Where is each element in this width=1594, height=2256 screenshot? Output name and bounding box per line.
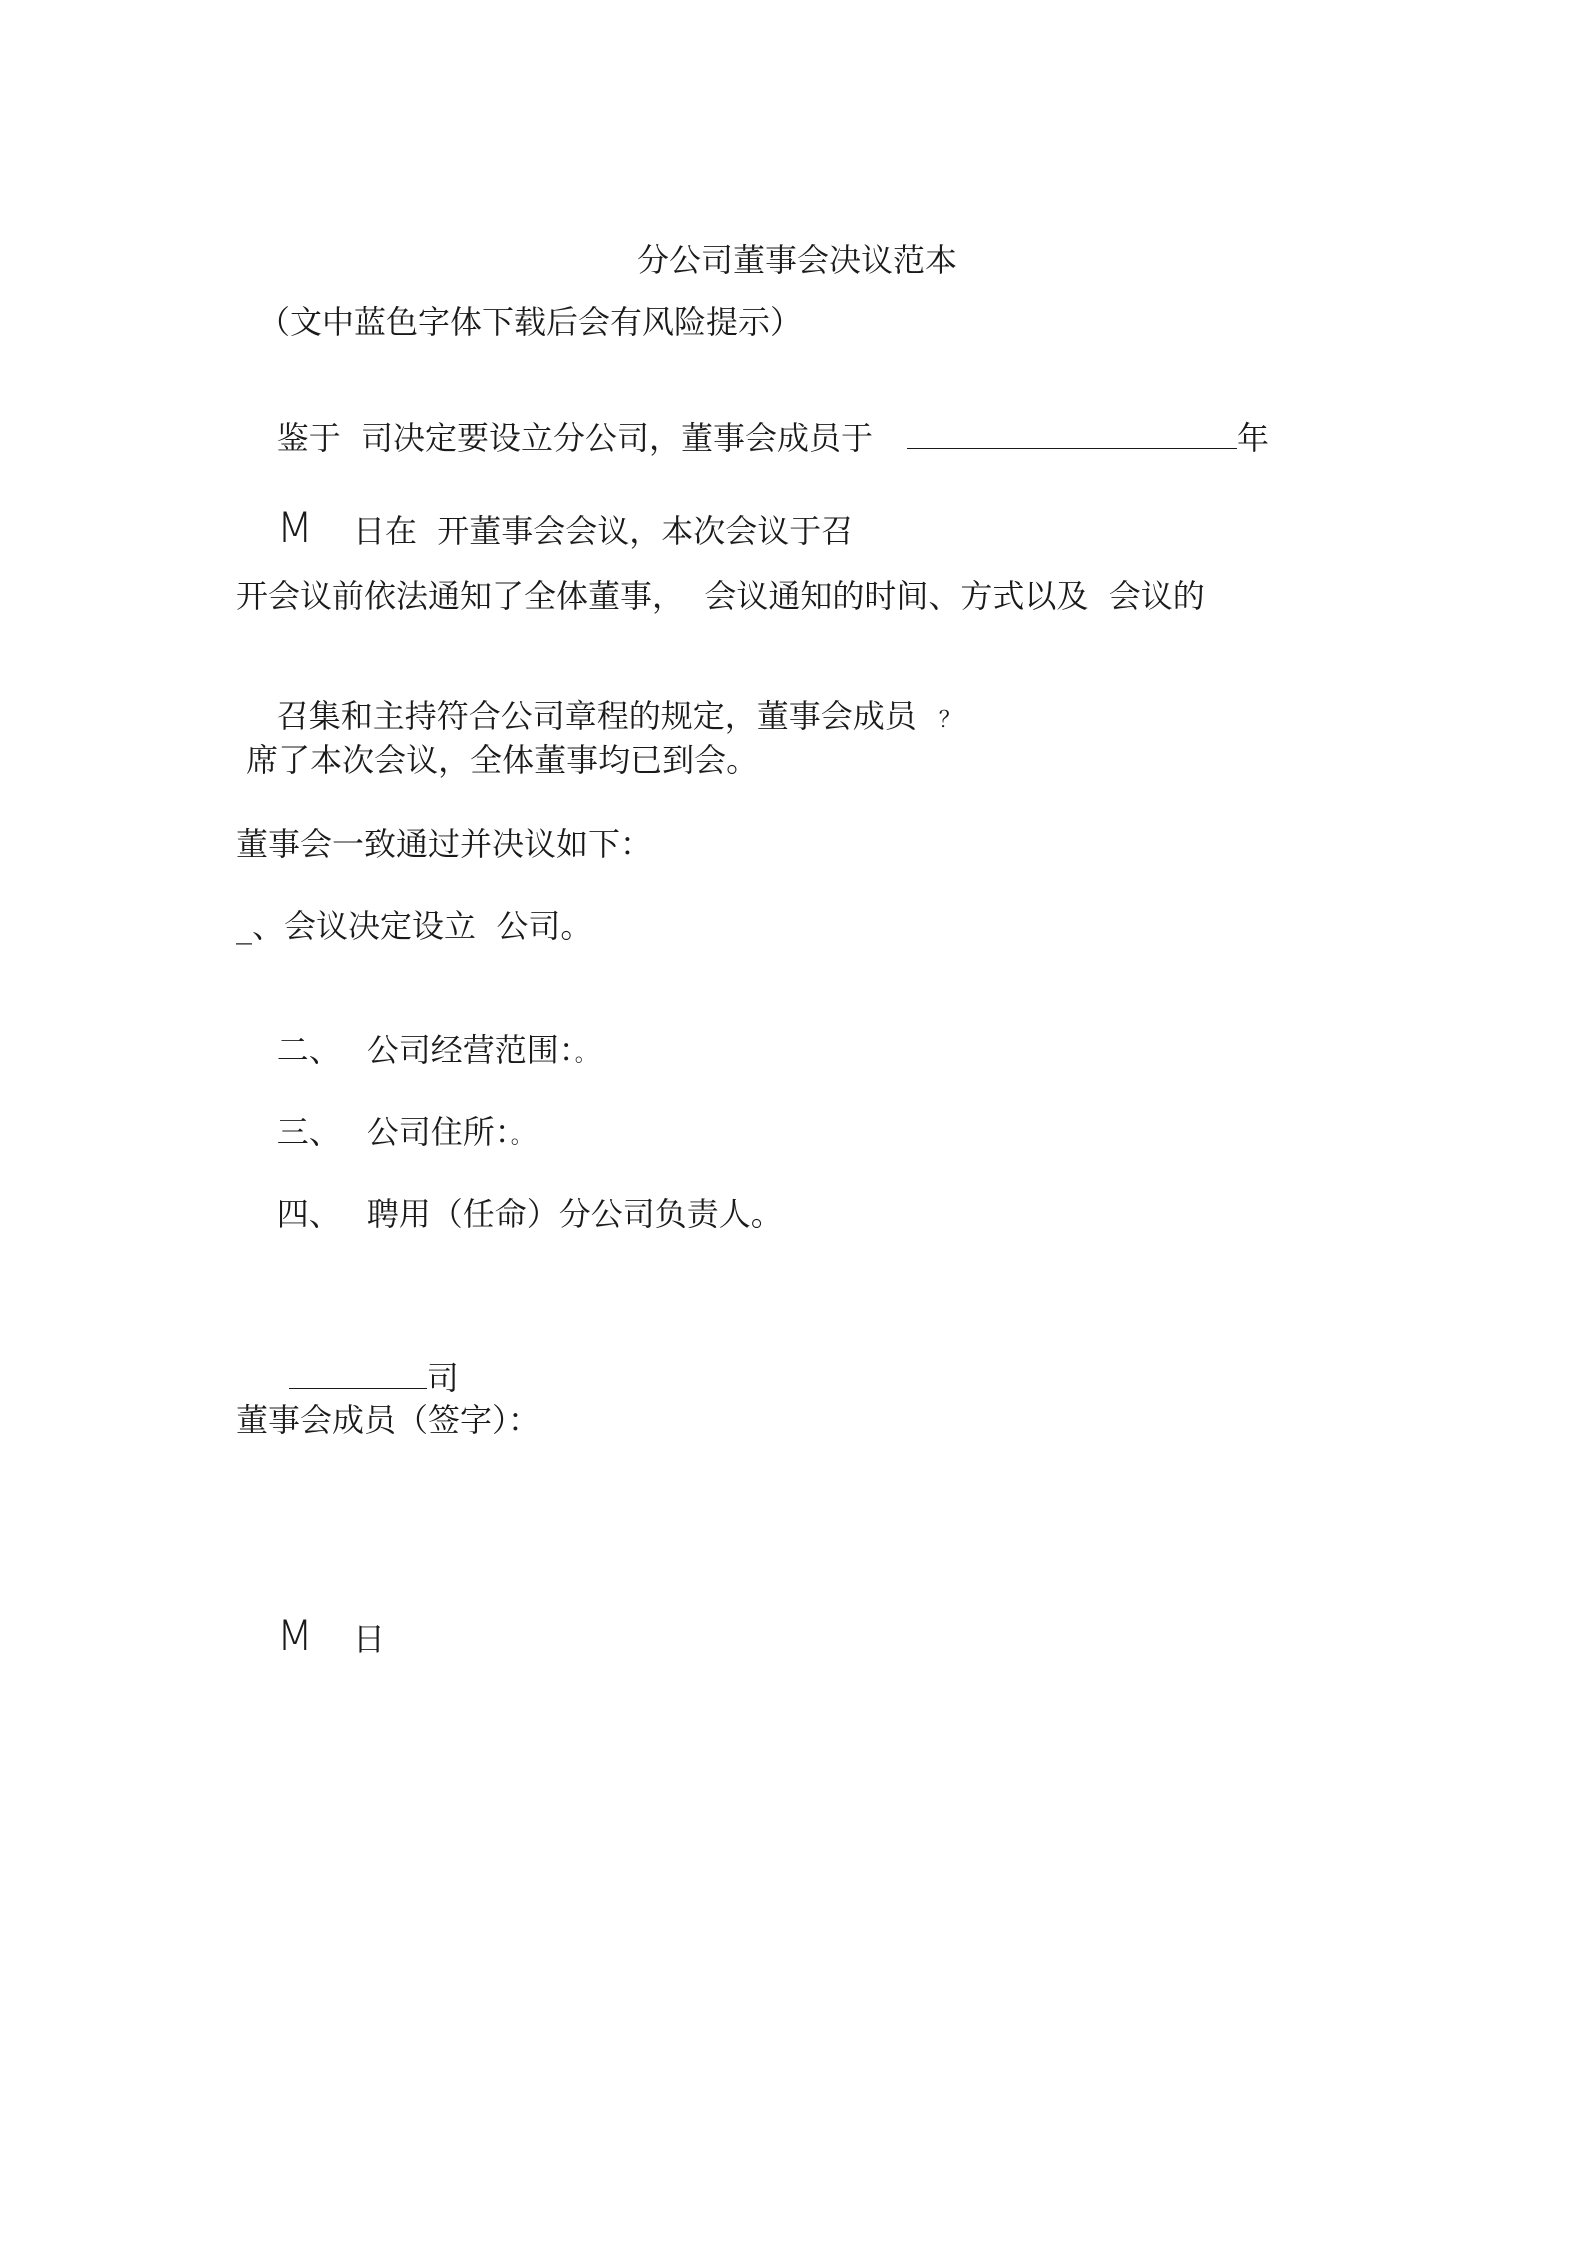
item-3-mark: 。 xyxy=(510,1124,533,1149)
paragraph-6: 董事会一致通过并决议如下： xyxy=(236,825,653,863)
month-placeholder: M xyxy=(276,503,313,552)
company-name-blank xyxy=(289,1362,427,1389)
item-4-number: 四、 xyxy=(276,1195,341,1233)
year-blank xyxy=(907,422,1237,449)
company-suffix: 司 xyxy=(426,1359,459,1397)
paragraph-5: 席了本次会议，全体董事均已到会。 xyxy=(236,741,759,779)
paragraph-3: 开会议前依法通知了全体董事， 会议通知的时间、方式以及 会议的 xyxy=(236,577,1205,615)
date-day-label: 日 xyxy=(352,1620,385,1658)
item-3-number: 三、 xyxy=(276,1113,341,1151)
date-month-placeholder: M xyxy=(276,1611,313,1660)
item-2-mark: 。 xyxy=(574,1042,597,1067)
item-2-text: 公司经营范围： xyxy=(366,1031,575,1069)
item-4-text: 聘用（任命）分公司负责人。 xyxy=(366,1195,783,1233)
paragraph-4-text: 召集和主持符合公司章程的规定，董事会成员 xyxy=(276,697,917,735)
resolution-item-1: _、会议决定设立 公司。 xyxy=(236,907,593,945)
signature-label: 董事会成员（签字）： xyxy=(236,1401,541,1439)
paragraph-4-mark: ？ xyxy=(938,708,961,733)
date-line xyxy=(236,1576,385,1699)
risk-note: （文中蓝色字体下载后会有风险提示） xyxy=(258,303,803,341)
paragraph-2 xyxy=(236,468,853,591)
paragraph-1-text: 鉴于 司决定要设立分公司，董事会成员于 xyxy=(276,419,874,457)
year-label: 年 xyxy=(1237,419,1270,457)
resolution-item-4 xyxy=(236,1154,783,1274)
item-3-text: 公司住所： xyxy=(366,1113,511,1151)
document-title: 分公司董事会决议范本 xyxy=(636,241,957,279)
paragraph-2-text: 日在 开董事会会议，本次会议于召 xyxy=(352,512,854,550)
item-2-number: 二、 xyxy=(276,1031,341,1069)
